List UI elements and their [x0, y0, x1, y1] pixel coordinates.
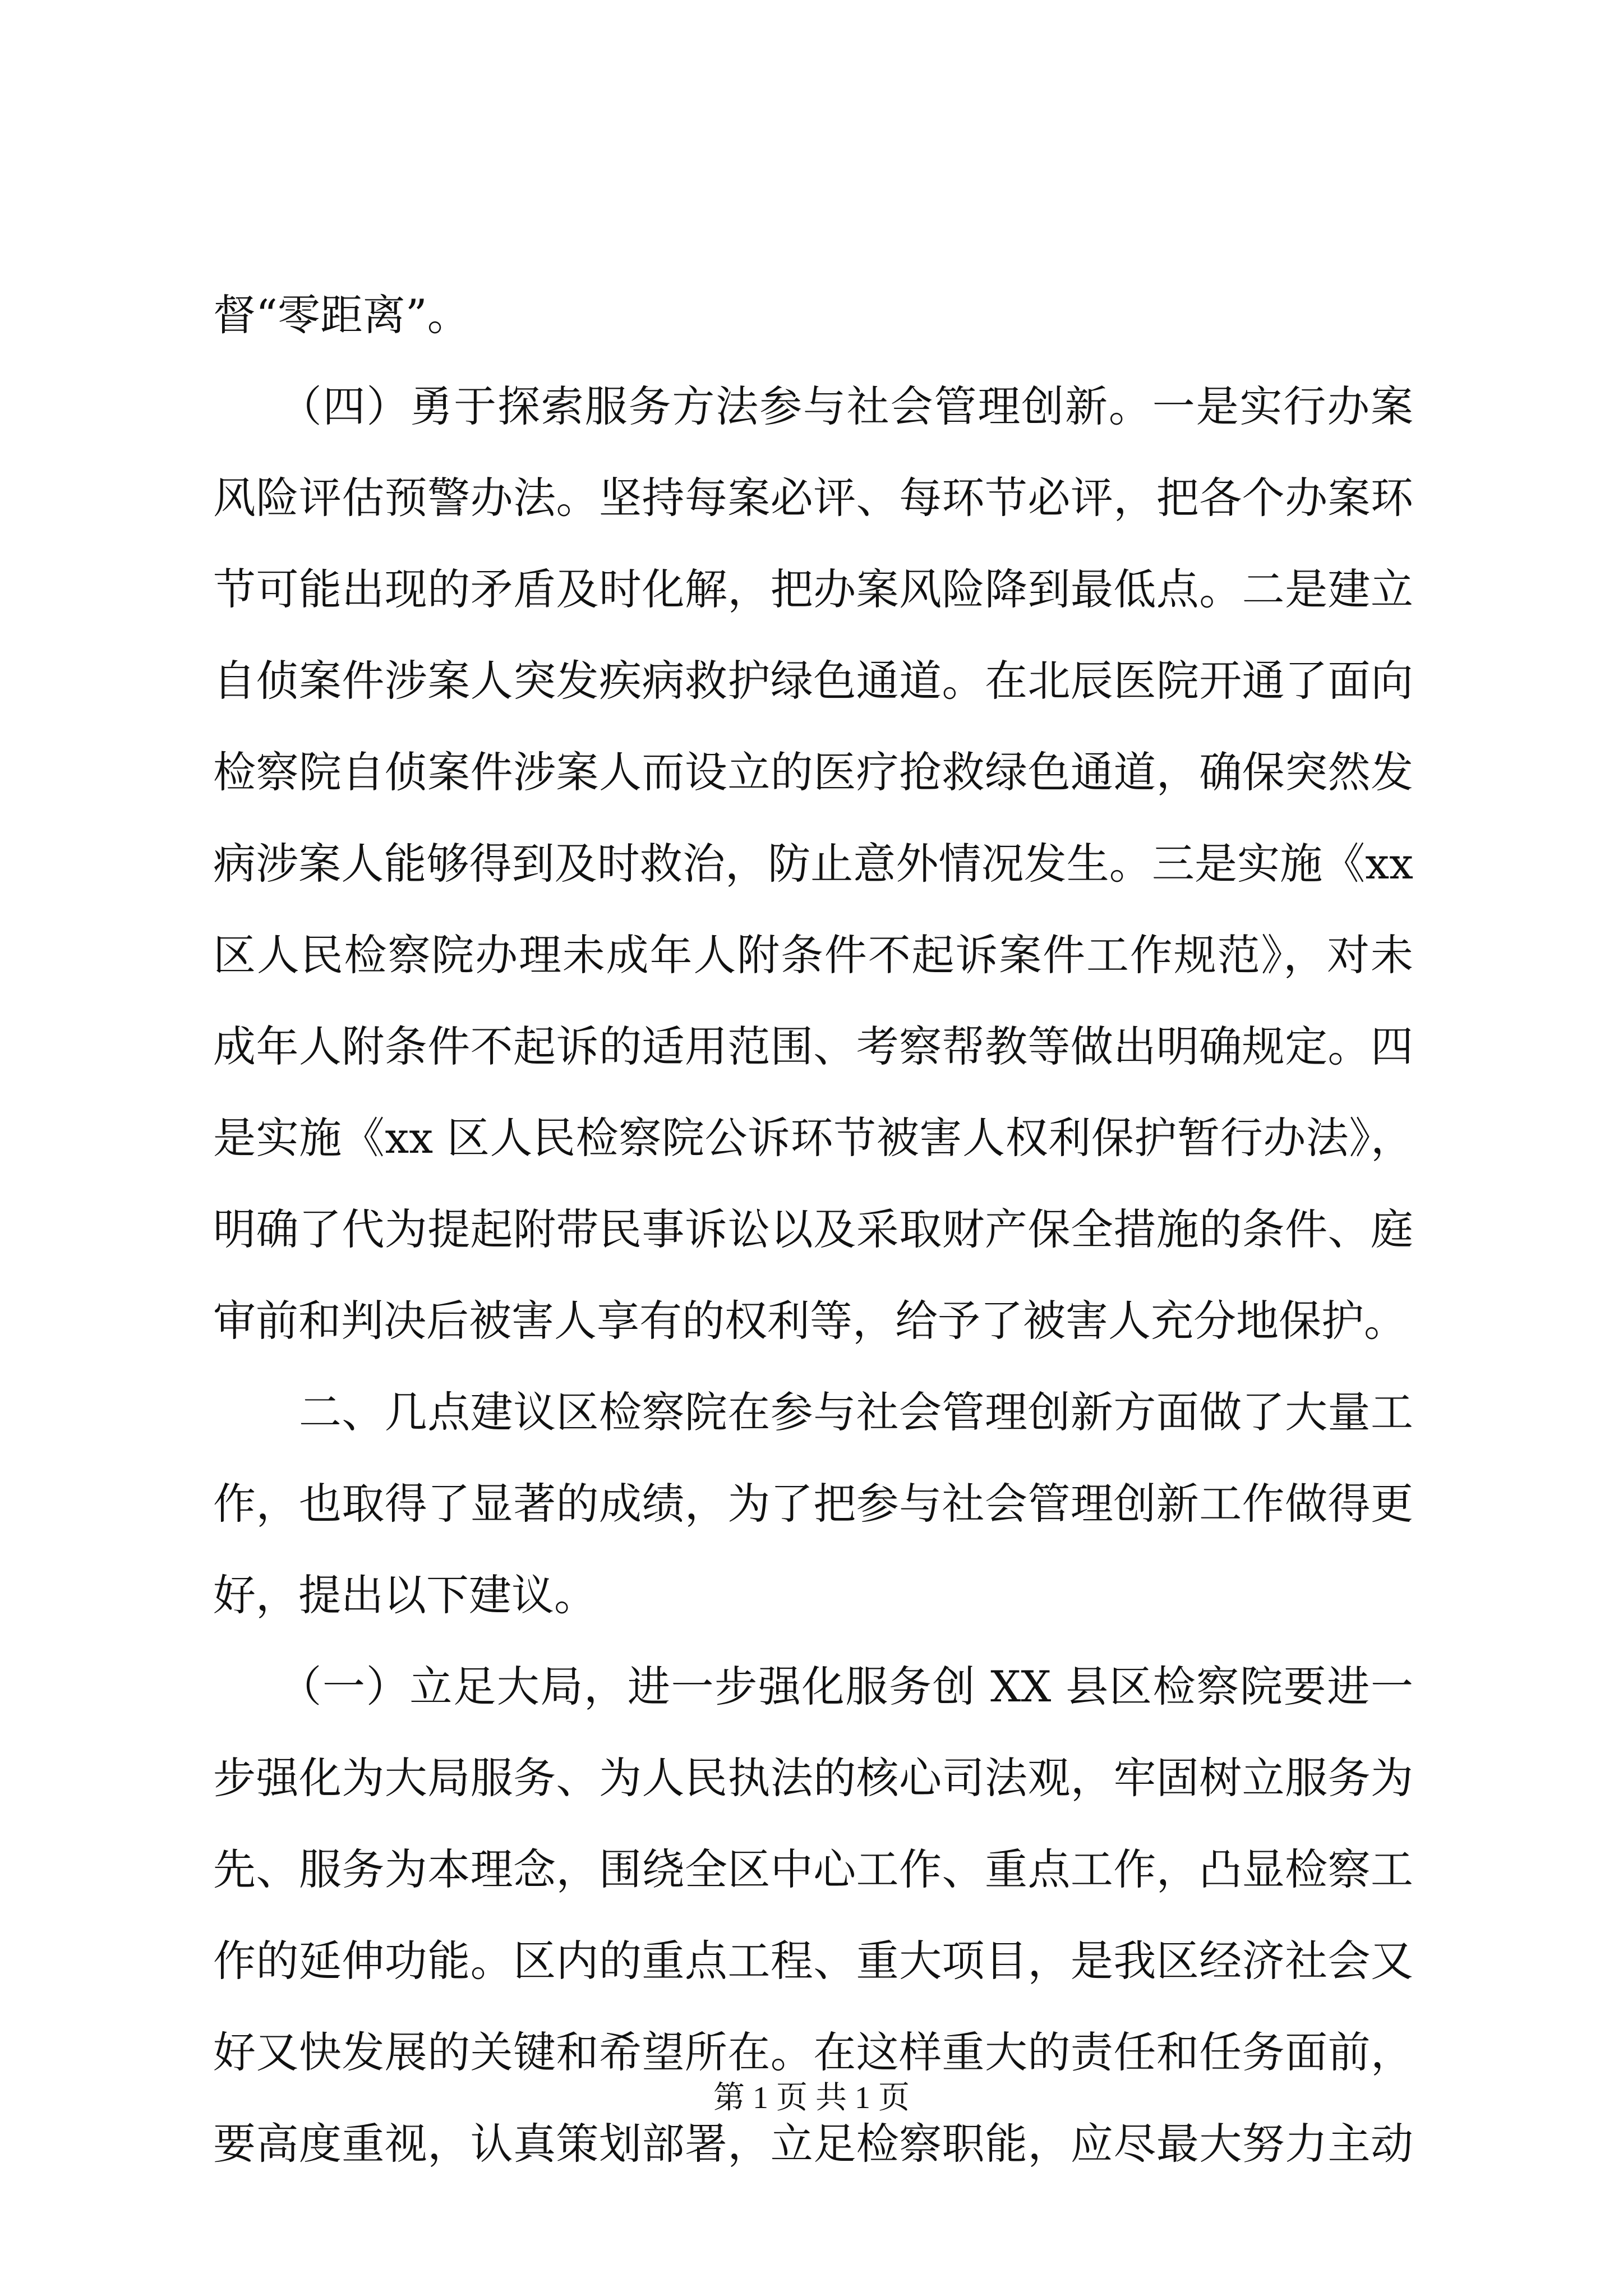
text-line: 二、几点建议区检察院在参与社会管理创新方面做了大量工 [213, 1387, 1413, 1437]
text-line: 自侦案件涉案人突发疾病救护绿色通道。在北辰医院开通了面向 [213, 656, 1413, 706]
text-line: 风险评估预警办法。坚持每案必评、每环节必评，把各个办案环 [213, 473, 1413, 523]
text-line: （一）立足大局，进一步强化服务创 XX 县区检察院要进一 [213, 1662, 1413, 1711]
text-line: 好，提出以下建议。 [213, 1570, 597, 1620]
text-line: 病涉案人能够得到及时救治，防止意外情况发生。三是实施《xx [213, 839, 1413, 889]
text-line: 作的延伸功能。区内的重点工程、重大项目，是我区经济社会又 [213, 1936, 1413, 1986]
text-line: 区人民检察院办理未成年人附条件不起诉案件工作规范》，对未 [213, 930, 1413, 980]
text-line: （四）勇于探索服务方法参与社会管理创新。一是实行办案 [213, 381, 1413, 431]
text-line: 检察院自侦案件涉案人而设立的医疗抢救绿色通道，确保突然发 [213, 747, 1413, 797]
text-line: 节可能出现的矛盾及时化解，把办案风险降到最低点。二是建立 [213, 564, 1413, 614]
text-line: 督“零距离”。 [213, 290, 470, 340]
document-body [213, 269, 1413, 2189]
text-line: 好又快发展的关键和希望所在。在这样重大的责任和任务面前， [213, 2027, 1413, 2077]
text-line: 先、服务为本理念，围绕全区中心工作、重点工作，凸显检察工 [213, 1844, 1413, 1894]
page-footer: 第 1 页 共 1 页 [713, 2081, 910, 2115]
text-line: 作，也取得了显著的成绩，为了把参与社会管理创新工作做得更 [213, 1479, 1413, 1529]
text-line: 审前和判决后被害人享有的权利等，给予了被害人充分地保护。 [213, 1296, 1407, 1346]
text-line: 步强化为大局服务、为人民执法的核心司法观，牢固树立服务为 [213, 1753, 1413, 1803]
text-line: 明确了代为提起附带民事诉讼以及采取财产保全措施的条件、庭 [213, 1204, 1413, 1254]
text-line: 要高度重视，认真策划部署，立足检察职能，应尽最大努力主动 [213, 2119, 1413, 2169]
text-line: 成年人附条件不起诉的适用范围、考察帮教等做出明确规定。四 [213, 1022, 1413, 1071]
text-line: 是实施《xx 区人民检察院公诉环节被害人权利保护暂行办法》， [213, 1113, 1413, 1163]
